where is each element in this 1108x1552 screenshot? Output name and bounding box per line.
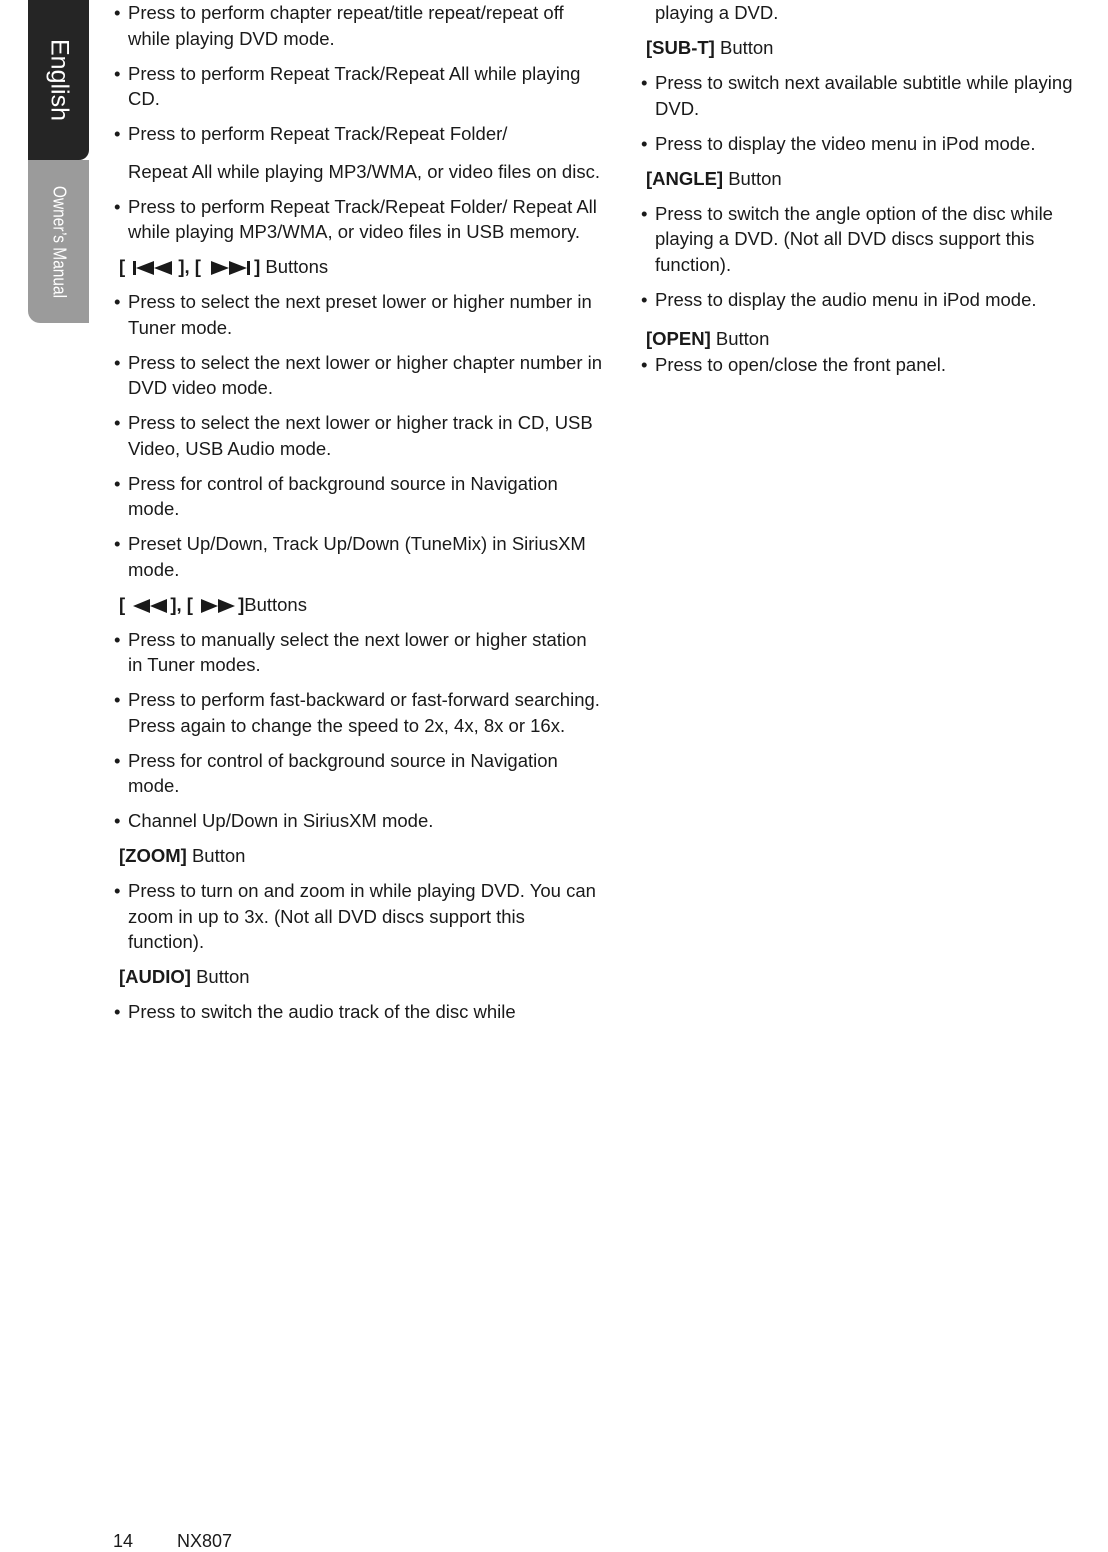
list-item: • Channel Up/Down in SiriusXM mode. xyxy=(114,808,604,834)
heading-bracket: [ xyxy=(119,593,126,615)
list-item: • Press to select the next lower or higher track in CD, USB Video, USB Audio mode. xyxy=(114,410,604,461)
heading-label: Button xyxy=(710,328,770,349)
list-item: • Press to perform Repeat Track/Repeat Folder/ xyxy=(114,121,604,147)
list-item: • Press to perform Repeat Track/Repeat Folder/ Repeat All while playing MP3/WMA, or video files in USB memory. xyxy=(114,194,604,245)
heading-zoom-button xyxy=(119,843,604,869)
heading-key: [ANGLE] xyxy=(646,167,724,189)
heading-audio-button xyxy=(119,964,604,990)
heading-separator: ], [ xyxy=(178,256,201,277)
list-item: • Press to switch the angle option of the disc while playing a DVD. (Not all DVD discs support this function). xyxy=(641,201,1108,278)
list-item: • Press to switch the audio track of the disc while xyxy=(114,999,604,1025)
heading-label: Button xyxy=(190,966,250,987)
list-item: • Press for control of background source in Navigation mode. xyxy=(114,748,604,799)
heading-open-button xyxy=(646,326,1108,352)
list-item-continuation: Repeat All while playing MP3/WMA, or video files on disc. xyxy=(128,160,600,182)
tab-owners-manual-label: Owner’s Manual xyxy=(49,185,69,298)
heading-key: [SUB-T] xyxy=(646,37,715,58)
heading-bracket: ] xyxy=(238,593,245,615)
heading-bracket: [ xyxy=(119,256,126,277)
tab-english xyxy=(28,0,89,160)
list-item: • Press to perform Repeat Track/Repeat All while playing CD. xyxy=(114,61,604,112)
left-column xyxy=(114,0,604,1034)
list-item-continuation: playing a DVD. xyxy=(655,2,779,23)
fast-forward-icon xyxy=(200,598,236,614)
model-name: NX807 xyxy=(177,1531,233,1551)
heading-label: Buttons xyxy=(260,256,329,277)
heading-label: Buttons xyxy=(244,593,307,615)
tab-english-label: English xyxy=(45,39,73,121)
list-item: • Press to select the next preset lower or higher number in Tuner mode. xyxy=(114,289,604,340)
heading-key: [ZOOM] xyxy=(119,845,187,866)
right-column xyxy=(641,0,1108,387)
page-number: 14 xyxy=(113,1531,134,1551)
heading-label: Button xyxy=(186,845,246,866)
skip-forward-icon xyxy=(208,260,252,276)
list-item: • Press to switch next available subtitle while playing DVD. xyxy=(641,70,1108,121)
heading-seek-buttons xyxy=(119,592,604,618)
heading-subt-button xyxy=(646,35,1108,61)
list-item: • Preset Up/Down, Track Up/Down (TuneMix) in SiriusXM mode. xyxy=(114,531,604,582)
heading-bracket: ] xyxy=(254,256,261,277)
heading-key: [OPEN] xyxy=(646,328,711,349)
list-item: • Press to open/close the front panel. xyxy=(641,352,1108,378)
list-item: • Press to turn on and zoom in while playing DVD. You can zoom in up to 3x. (Not all DVD discs support this function). xyxy=(114,878,604,955)
list-item: • Press to manually select the next lower or higher station in Tuner modes. xyxy=(114,627,604,678)
list-item: • Press to perform chapter repeat/title repeat/repeat off while playing DVD mode. xyxy=(114,0,604,51)
list-item: • Press to select the next lower or higher chapter number in DVD video mode. xyxy=(114,350,604,401)
heading-separator: ], [ xyxy=(170,593,193,615)
heading-key: [AUDIO] xyxy=(119,966,191,987)
heading-label: Button xyxy=(723,167,782,189)
list-item: • Press to perform fast-backward or fast-forward searching. Press again to change the speed to 2x, 4x, 8x or 16x. xyxy=(114,687,604,738)
skip-back-icon xyxy=(132,260,176,276)
heading-angle-button xyxy=(646,166,1108,192)
list-item: • Press for control of background source in Navigation mode. xyxy=(114,471,604,522)
heading-skip-buttons xyxy=(119,254,604,280)
list-item: • Press to display the video menu in iPod mode. xyxy=(641,131,1108,157)
side-tabs xyxy=(28,0,89,323)
heading-label: Button xyxy=(714,37,774,58)
list-item: • Press to display the audio menu in iPod mode. xyxy=(641,287,1108,313)
rewind-icon xyxy=(132,598,168,614)
tab-owners-manual xyxy=(28,160,89,323)
